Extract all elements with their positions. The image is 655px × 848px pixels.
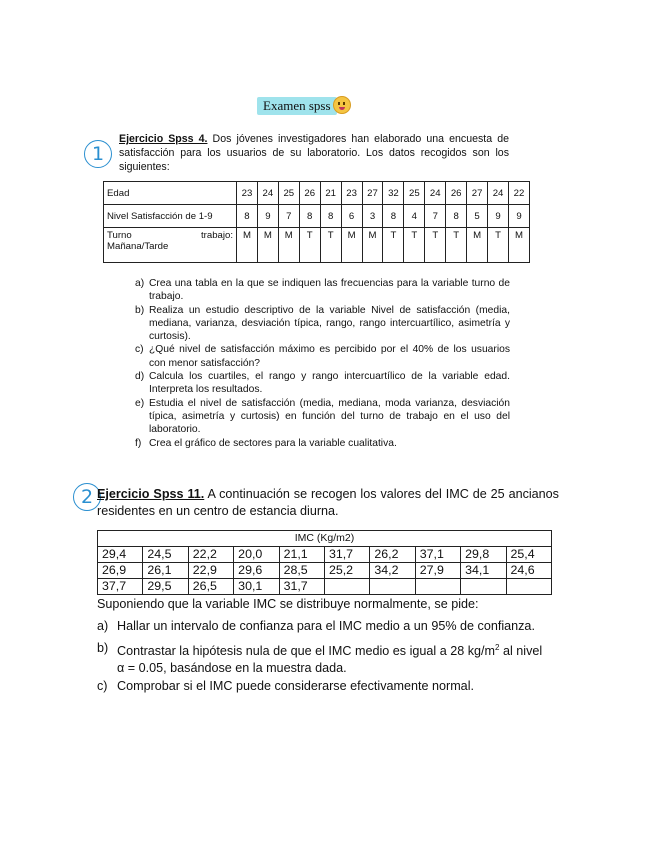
exercise-2-number: 2 — [73, 483, 101, 511]
table-cell: 37,7 — [98, 579, 143, 595]
table-cell: T — [383, 228, 404, 263]
table-cell: 4 — [404, 205, 425, 228]
table-cell: 24 — [257, 182, 278, 205]
table-cell: 23 — [341, 182, 362, 205]
table-cell: 24,6 — [506, 563, 551, 579]
table-cell: M — [257, 228, 278, 263]
exam-title: Examen spss — [257, 97, 337, 115]
table-cell — [461, 579, 506, 595]
table-cell: 30,1 — [234, 579, 279, 595]
question-c-text: Comprobar si el IMC puede considerarse efectivamente normal. — [117, 679, 474, 693]
table-cell — [415, 579, 460, 595]
exercise-2-lead: Suponiendo que la variable IMC se distribuye normalmente, se pide: — [97, 597, 479, 611]
table-cell: 29,5 — [143, 579, 188, 595]
question-text: Crea una tabla en la que se indiquen las frecuencias para la variable turno de trabajo. — [149, 278, 510, 303]
exercise-2-intro: A continuación se recogen los valores del IMC de 25 ancianos residentes en un centro de estancia diurna. — [97, 487, 559, 518]
question-b-part-2: al nivel — [499, 644, 543, 659]
table-cell: 22 — [508, 182, 529, 205]
table-cell: 8 — [320, 205, 341, 228]
list-item — [135, 370, 510, 397]
imc-table-caption: IMC (Kg/m2) — [98, 531, 552, 547]
table-cell: 20,0 — [234, 547, 279, 563]
question-key: e) — [135, 397, 145, 409]
table-cell: 31,7 — [324, 547, 369, 563]
table-row-turno — [104, 228, 530, 263]
table-cell — [506, 579, 551, 595]
table-cell: 8 — [237, 205, 258, 228]
turno-label-b: trabajo: — [201, 230, 233, 241]
question-text: ¿Qué nivel de satisfacción máximo es percibido por el 40% de los usuarios con menor satisfacción? — [149, 344, 510, 369]
table-cell: 22,9 — [188, 563, 233, 579]
table-cell: 29,6 — [234, 563, 279, 579]
imc-caption-row — [98, 531, 552, 547]
question-text: Calcula los cuartiles, el rango y rango intercuartílico de la variable edad. Interpreta los resultados. — [149, 371, 510, 396]
table-cell: 28,5 — [279, 563, 324, 579]
table-cell: T — [425, 228, 446, 263]
table-cell: 25,2 — [324, 563, 369, 579]
table-cell: 27 — [467, 182, 488, 205]
table-cell: 26 — [446, 182, 467, 205]
exercise-1-heading — [119, 132, 509, 174]
table-cell: 7 — [425, 205, 446, 228]
table-row-edad — [104, 182, 530, 205]
table-row — [98, 579, 552, 595]
row-label-turno — [104, 228, 237, 263]
table-cell: 29,4 — [98, 547, 143, 563]
question-text: Crea el gráfico de sectores para la variable cualitativa. — [149, 437, 397, 449]
table-cell: 6 — [341, 205, 362, 228]
table-cell: M — [508, 228, 529, 263]
list-item — [135, 397, 510, 437]
table-cell: 21 — [320, 182, 341, 205]
face-emoji-icon — [333, 96, 351, 114]
table-cell: T — [446, 228, 467, 263]
list-item — [135, 277, 510, 304]
table-cell: M — [341, 228, 362, 263]
table-row — [98, 547, 552, 563]
turno-label-c: Mañana/Tarde — [107, 241, 169, 252]
question-key: c) — [135, 344, 144, 356]
imc-table — [97, 530, 552, 595]
exercise-2-question-a — [97, 618, 559, 635]
table-cell: 27 — [362, 182, 383, 205]
table-cell: 8 — [299, 205, 320, 228]
table-cell: 37,1 — [415, 547, 460, 563]
exercise-2-name: Ejercicio Spss 11. — [97, 487, 205, 501]
exercise-1-intro: Dos jóvenes investigadores han elaborado una encuesta de satisfacción para los usuarios de su laboratorio. Los datos recogidos son los siguientes: — [119, 133, 509, 173]
table-cell: 26 — [299, 182, 320, 205]
table-cell: 24 — [488, 182, 509, 205]
table-cell: T — [320, 228, 341, 263]
question-b-part-1: Contrastar la hipótesis nula de que el IMC medio es igual a 28 kg/m — [117, 644, 496, 659]
question-c-key: c) — [97, 679, 108, 693]
table-row-nivel — [104, 205, 530, 228]
table-cell: 26,5 — [188, 579, 233, 595]
exercise-1-questions — [135, 277, 510, 450]
list-item — [135, 437, 510, 450]
table-cell: T — [404, 228, 425, 263]
question-b-text — [117, 640, 542, 676]
table-cell: M — [362, 228, 383, 263]
table-cell: 25 — [278, 182, 299, 205]
table-cell: 9 — [488, 205, 509, 228]
table-cell: 27,9 — [415, 563, 460, 579]
question-key: a) — [135, 278, 145, 289]
table-cell: 26,9 — [98, 563, 143, 579]
exercise-1-number: 1 — [84, 140, 112, 168]
table-cell: M — [467, 228, 488, 263]
question-key: d) — [135, 371, 145, 383]
table-cell — [324, 579, 369, 595]
table-cell: 21,1 — [279, 547, 324, 563]
turno-label-a: Turno — [107, 230, 132, 241]
question-a-text: Hallar un intervalo de confianza para el IMC medio a un 95% de confianza. — [117, 619, 535, 633]
table-cell: 26,1 — [143, 563, 188, 579]
table-cell: 25,4 — [506, 547, 551, 563]
exercise-2-heading — [97, 486, 559, 520]
table-cell: 26,2 — [370, 547, 415, 563]
table-cell: 25 — [404, 182, 425, 205]
table-cell: 3 — [362, 205, 383, 228]
row-label-nivel: Nivel Satisfacción de 1-9 — [104, 205, 237, 228]
row-label-edad: Edad — [104, 182, 237, 205]
question-key: b) — [135, 304, 145, 316]
table-cell: 8 — [446, 205, 467, 228]
list-item — [135, 343, 510, 370]
question-b-key: b) — [97, 641, 109, 655]
table-cell: 7 — [278, 205, 299, 228]
question-key: f) — [135, 437, 142, 449]
question-text: Estudia el nivel de satisfacción (media, mediana, moda varianza, desviación típica, asimetría y curtosis) en función del turno de trabajo en el uso del laboratorio. — [149, 397, 510, 436]
table-cell: 8 — [383, 205, 404, 228]
table-cell: 24 — [425, 182, 446, 205]
table-cell: 22,2 — [188, 547, 233, 563]
table-cell: T — [299, 228, 320, 263]
table-cell: 34,1 — [461, 563, 506, 579]
table-cell — [370, 579, 415, 595]
exercise-1-name: Ejercicio Spss 4. — [119, 133, 208, 145]
table-cell: 9 — [508, 205, 529, 228]
question-text: Realiza un estudio descriptivo de la variable Nivel de satisfacción (media, mediana, varianza, desviación típica, rango, rango intercuartílico, asimetría y curtosis). — [149, 304, 510, 343]
survey-table — [103, 181, 530, 263]
table-cell: 5 — [467, 205, 488, 228]
exercise-2-question-c — [97, 678, 559, 695]
table-cell: 29,8 — [461, 547, 506, 563]
table-cell: T — [488, 228, 509, 263]
exercise-2-question-b — [97, 640, 559, 676]
table-cell: 23 — [237, 182, 258, 205]
table-cell: M — [278, 228, 299, 263]
question-b-superscript: 2 — [495, 643, 500, 652]
question-a-key: a) — [97, 619, 109, 633]
question-b-part-3: α = 0.05, basándose en la muestra dada. — [117, 660, 347, 675]
table-cell: 32 — [383, 182, 404, 205]
table-cell: 24,5 — [143, 547, 188, 563]
table-row — [98, 563, 552, 579]
table-cell: 34,2 — [370, 563, 415, 579]
table-cell: M — [237, 228, 258, 263]
table-cell: 31,7 — [279, 579, 324, 595]
table-cell: 9 — [257, 205, 278, 228]
list-item — [135, 304, 510, 344]
